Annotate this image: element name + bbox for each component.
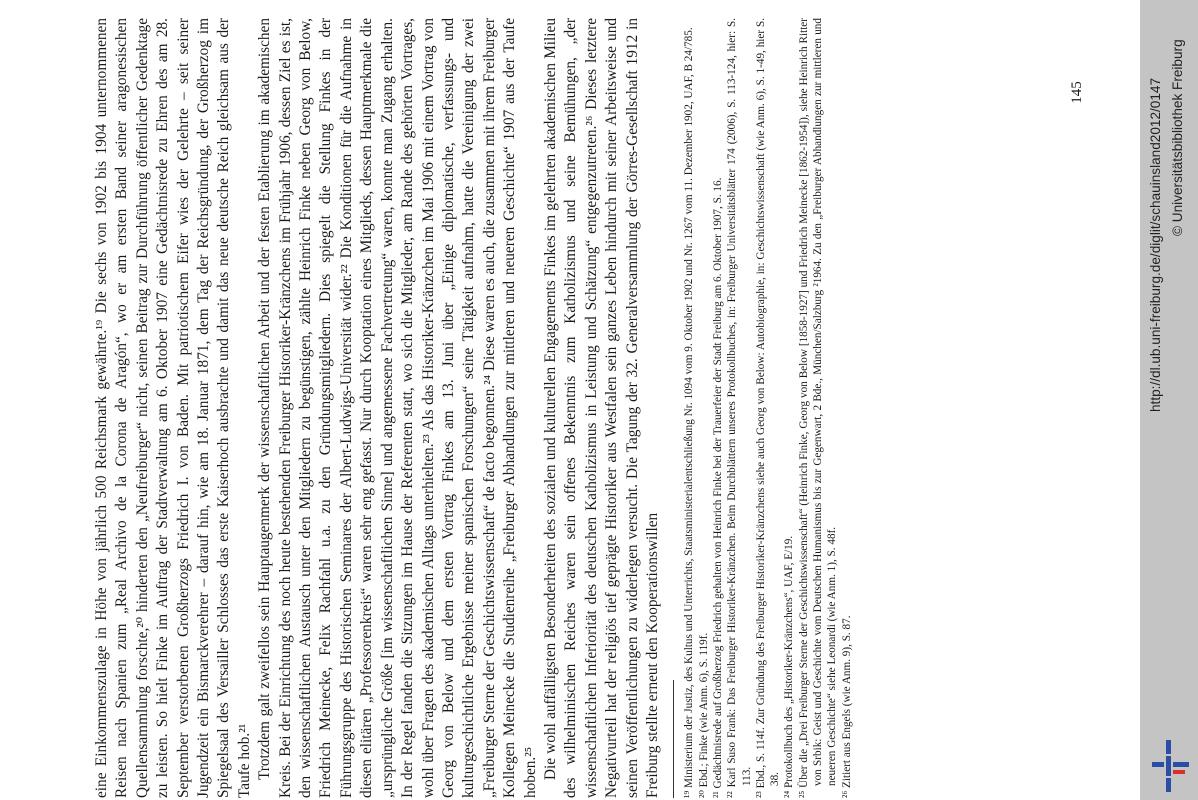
- page-number: 145: [1068, 81, 1085, 104]
- footnotes: [682, 18, 854, 798]
- body-text: [92, 18, 663, 798]
- paragraph-2: Trotzdem galt zweifellos sein Hauptaugenmerk der wissenschaftlichen Arbeit und der festen Etablierung im akademischen Kreis. Bei der Einrichtung des noch heute bestehenden Freiburger Historiker-Kränzchens im Frühjahr 1906, dessen Ziel es ist, den wissenschaftlichen Austausch unter den Mitgliedern zu begünstigen, zählte Heinrich Finke neben Georg von Below, Friedrich Meinecke, Felix Rachfahl u.a. zu den Gründungsmitgliedern. Dies spiegelt die Stellung Finkes in der Führungsgruppe des Historischen Seminares der Albert-Ludwigs-Universität wider.²² Die Konditionen für die Aufnahme in diesen elitären „Professorenkreis“ waren sehr eng gefasst. Nur durch Kooptation eines Mitglieds, dessen Hauptmerkmale die „ursprüngliche Größe [im wissenschaftlichen Sinne] und angemessene Fachvertretung“ waren, konnte man Zugang erhalten. In der Regel fanden die Sitzungen im Hause der Referenten statt, wo sich die Mitglieder, am Rande des gehörten Vortrages, wohl über Fragen des akademischen Alltags unterhielten.²³ Als das Historiker-Kränzchen im Mai 1906 mit einem Vortrag von Georg von Below und dem ersten Vortrag Finkes am 13. Juni über „Einige diplomatische, verfassungs- und kulturgeschichtliche Ergebnisse meiner spanischen Forschungen“ seine Tätigkeit aufnahm, hatte die Vereinigung der zwei „Freiburger Sterne der Geschichtswissenschaft“ de facto begonnen.²⁴ Diese waren es auch, die zusammen mit ihrem Freiburger Kollegen Meinecke die Studienreihe „Freiburger Abhandlungen zur mittleren und neueren Geschichte“ 1907 aus der Taufe hoben.²⁵: [256, 18, 539, 798]
- footnote-24: ²⁴ Protokollbuch des „Historiker-Kränzchens“, UAF, E/19.: [783, 535, 796, 798]
- paragraph-3: Die wohl auffälligsten Besonderheiten des sozialen und kulturellen Engagements Finkes im gelehrten akademischen Milieu des wilhelminischen Reiches waren sein offenes Bekenntnis zum Katholizismus und seine Bemühungen, „der wissenschaftlichen Inferiorität des deutschen Katholizismus in Leistung und Schätzung“ entgegenzutreten.²⁶ Dieses letztere Negativurteil hat der religiös tief geprägte Historiker aus Westfalen sein ganzes Leben hindurch mit seiner Arbeitsweise und seinen Veröffentlichungen zu widerlegen versucht. Die Tagung der 32. Generalversammlung der Görres-Gesellschaft 1912 in Freiburg stellte erneut den Kooperationswillen: [541, 18, 661, 798]
- source-url-link[interactable]: http://dl.ub.uni-freiburg.de/diglit/schauinsland2012/0147: [1148, 77, 1163, 412]
- footnote-21: ²¹ Gedächtnisrede auf Großherzog Friedrich gehalten von Heinrich Finke bei der Trauerfeier der Stadt Freiburg am 6. Oktober 1907, S. 16.: [711, 177, 724, 798]
- footnote-divider: [673, 680, 674, 798]
- footnote-22: ²² Karl Suso Frank: Das Freiburger Historiker-Kränzchen. Beim Durchblättern unseres Protokollbuches, in: Freiburger Universitätsblätter 174 (2006), S. 113-124, hier: S. 113.: [726, 18, 753, 798]
- library-logo-icon: [1148, 740, 1192, 792]
- rotated-page-content: [92, 18, 1092, 798]
- footnote-19: ¹⁹ Ministerium der Justiz, des Kultus und Unterrichts, Staatsministerialentschließung Nr. 1094 vom 9. Oktober 1902 und Nr. 1267 vom 11. Dezember 1902, UAF, B 24/785.: [683, 27, 696, 798]
- footnote-23: ²³ Ebd., S. 114f. Zur Gründung des Freiburger Historiker-Kränzchens siehe auch Georg von Below: Autobiographie, in: Geschichtswissenschaft (wie Anm. 6), S. 1-49, hier S. 38.: [754, 18, 782, 798]
- viewer-sidebar: [1140, 0, 1198, 800]
- footnote-26: ²⁶ Zitiert aus Engels (wie Anm. 9), S. 87.: [840, 615, 853, 798]
- footnote-25: ²⁵ Über die „Drei Freiburger Sterne der Geschichtswissenschaft“ (Heinrich Finke, Georg von Below [1858-1927] und Friedrich Meinecke [1862-1954]), siehe Heinrich Ritter von Srbik: Geist und Geschichte vom Deutschen Humanismus bis zur Gegenwart, 2 Bde., München/Salzburg ²1964. Zu den „Freiburger Abhandlungen zur mittleren und neueren Geschichte“ siehe Leonardi (wie Anm. 1), S. 48f.: [797, 18, 839, 798]
- footnote-20: ²⁰ Ebd.; Finke (wie Anm. 6), S. 119f.: [697, 632, 710, 798]
- paragraph-1: eine Einkommenszulage in Höhe von jährlich 500 Reichsmark gewährte.¹⁹ Die sechs von 1902 bis 1904 unternommenen Reisen nach Spanien zum „Real Archivo de la Corona de Aragón“, wo er am ersten Band seiner aragonesischen Quellensammlung forschte,²⁰ hinderten den „Neufreiburger“ nicht, seinen Beitrag zur Durchführung öffentlicher Gedenktage zu leisten. So hielt Finke im Auftrag der Stadtverwaltung am 6. Oktober 1907 eine Gedächtnisrede zu Ehren des am 28. September verstorbenen Großherzogs Friedrich I. von Baden. Mit patriotischem Eifer wies der Gelehrte – seit seiner Jugendzeit ein Bismarckverehrer – darauf hin, wie am 18. Januar 1871, dem Tag der Reichsgründung, der Großherzog im Spiegelsaal des Versailler Schlosses das erste Kaiserhoch ausbrachte und damit das neue deutsche Reich gleichsam aus der Taufe hob.²¹: [93, 18, 253, 798]
- copyright-text: © Universitätsbibliothek Freiburg: [1170, 39, 1185, 236]
